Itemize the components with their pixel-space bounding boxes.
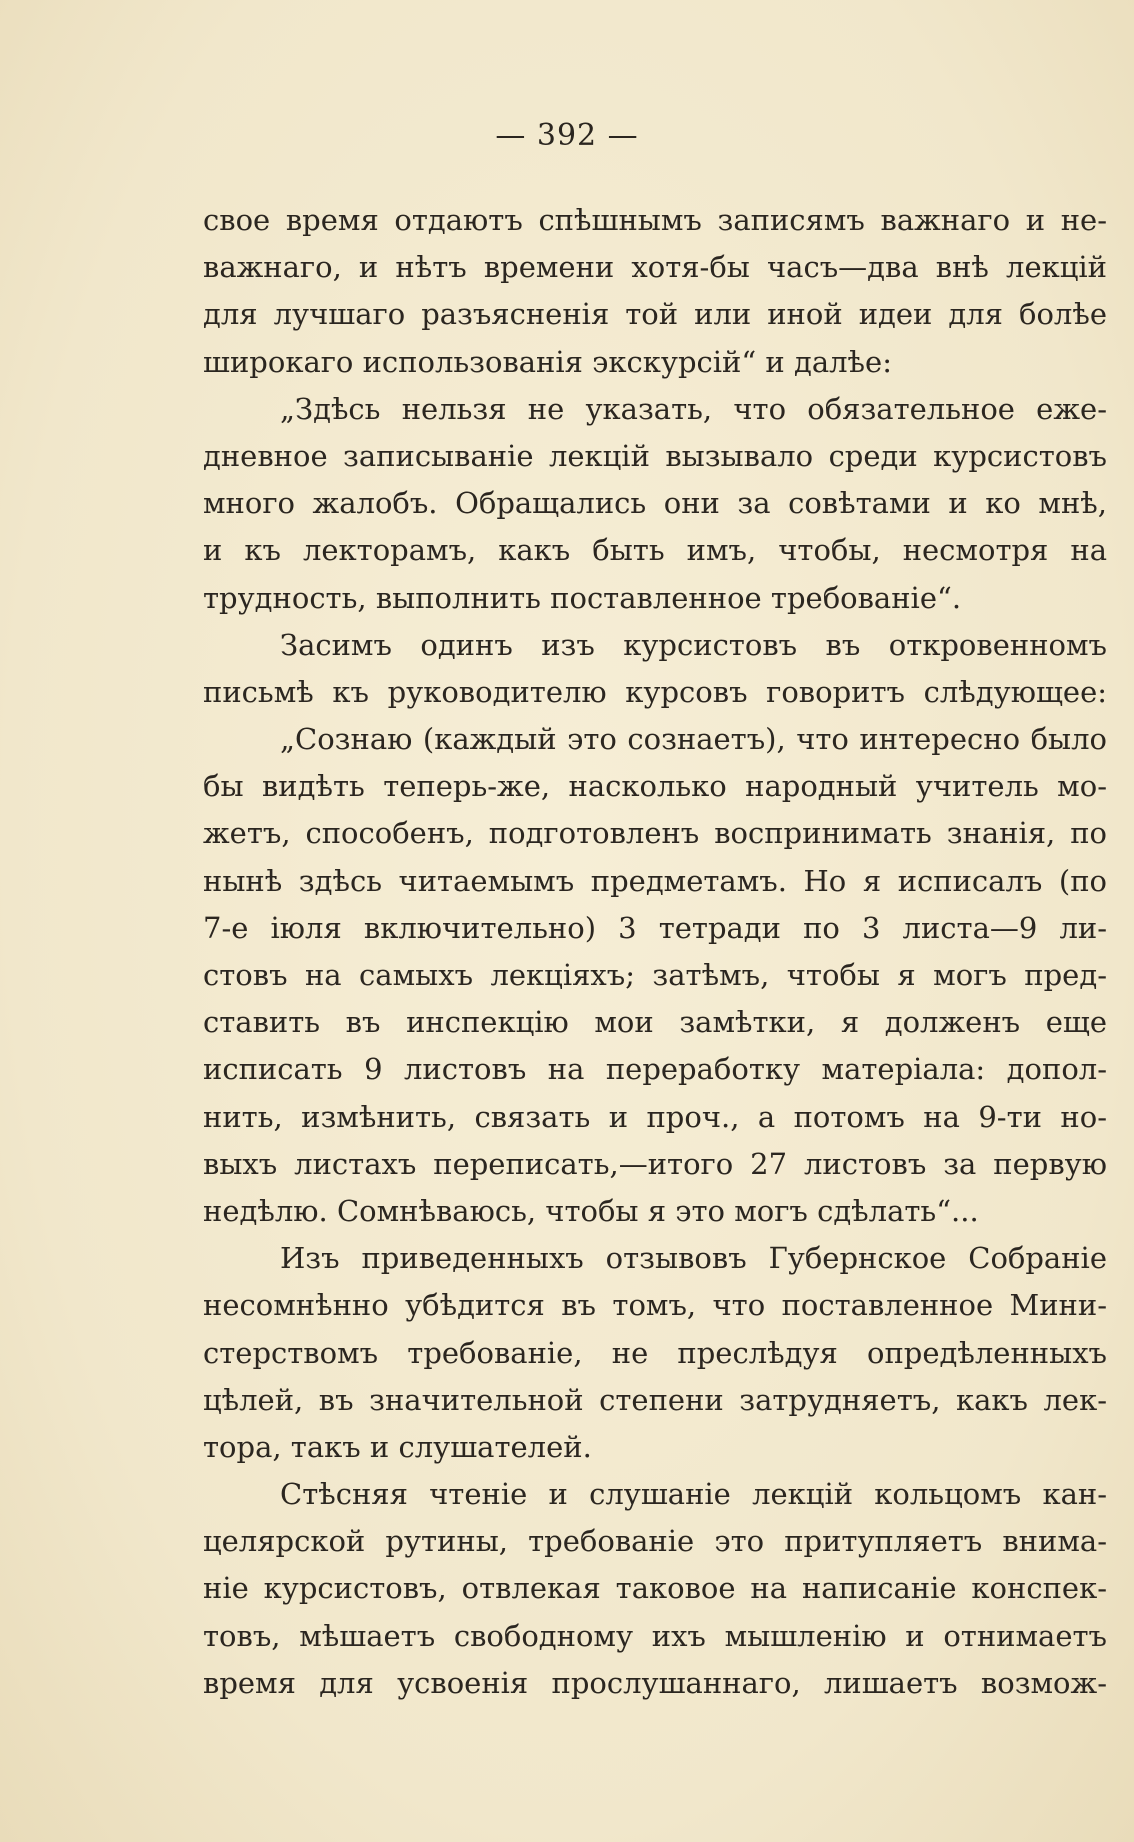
text-line: несомнѣнно убѣдится въ томъ, что поставленное Мини- <box>203 1288 1107 1323</box>
text-line: недѣлю. Сомнѣваюсь, чтобы я это могъ сдѣлать“... <box>203 1193 979 1228</box>
text-line: бы видѣть теперь-же, насколько народный учитель мо- <box>203 769 1107 804</box>
text-line: и къ лекторамъ, какъ быть имъ, чтобы, несмотря на <box>203 533 1107 568</box>
text-line: стерствомъ требованіе, не преслѣдуя опредѣленныхъ <box>203 1335 1107 1370</box>
text-line: товъ, мѣшаетъ свободному ихъ мышленію и отнимаетъ <box>203 1618 1107 1653</box>
text-line: выхъ листахъ переписать,—итого 27 листовъ за первую <box>203 1146 1107 1181</box>
text-line: „Здѣсь нельзя не указать, что обязательное еже- <box>280 391 1107 426</box>
text-line: ніе курсистовъ, отвлекая таковое на написаніе конспек- <box>203 1571 1107 1606</box>
text-line: нынѣ здѣсь читаемымъ предметамъ. Но я исписалъ (по <box>203 863 1107 898</box>
text-line: исписать 9 листовъ на переработку матеріала: допол- <box>203 1052 1107 1087</box>
text-line: Изъ приведенныхъ отзывовъ Губернское Собраніе <box>280 1241 1107 1276</box>
body-text <box>203 197 1107 1707</box>
page-number: — 392 — <box>495 118 639 153</box>
text-line: тора, такъ и слушателей. <box>203 1429 592 1464</box>
text-line: „Сознаю (каждый это сознаетъ), что интересно было <box>280 722 1107 757</box>
text-line: жетъ, способенъ, подготовленъ воспринимать знанія, по <box>203 816 1107 851</box>
text-line: дневное записываніе лекцій вызывало среди курсистовъ <box>203 438 1107 473</box>
text-line: письмѣ къ руководителю курсовъ говоритъ слѣдующее: <box>203 674 1107 709</box>
text-line: время для усвоенія прослушаннаго, лишаетъ возмож- <box>203 1665 1107 1700</box>
text-line: много жалобъ. Обращались они за совѣтами и ко мнѣ, <box>203 486 1107 521</box>
text-line: свое время отдаютъ спѣшнымъ записямъ важнаго и не- <box>203 203 1107 237</box>
text-line: 7-е іюля включительно) 3 тетради по 3 листа—9 ли- <box>203 910 1107 945</box>
text-line: цѣлей, въ значительной степени затрудняетъ, какъ лек- <box>203 1382 1107 1417</box>
text-line: стовъ на самыхъ лекціяхъ; затѣмъ, чтобы я могъ пред- <box>203 958 1107 992</box>
text-line: Стѣсняя чтеніе и слушаніе лекцій кольцомъ кан- <box>280 1477 1107 1512</box>
text-line: важнаго, и нѣтъ времени хотя-бы часъ—два внѣ лекцій <box>203 250 1107 285</box>
text-line: трудность, выполнить поставленное требованіе“. <box>203 580 962 615</box>
text-line: для лучшаго разъясненія той или иной идеи для болѣе <box>203 297 1107 332</box>
text-line: широкаго использованія экскурсій“ и далѣе: <box>203 344 892 379</box>
text-line: целярской рутины, требованіе это притупляетъ внима- <box>203 1524 1107 1559</box>
text-line: Засимъ одинъ изъ курсистовъ въ откровенномъ <box>280 627 1107 662</box>
text-line: ставить въ инспекцію мои замѣтки, я долженъ еще <box>203 1005 1107 1040</box>
text-line: нить, измѣнить, связать и проч., а потомъ на 9-ти но- <box>203 1099 1107 1134</box>
